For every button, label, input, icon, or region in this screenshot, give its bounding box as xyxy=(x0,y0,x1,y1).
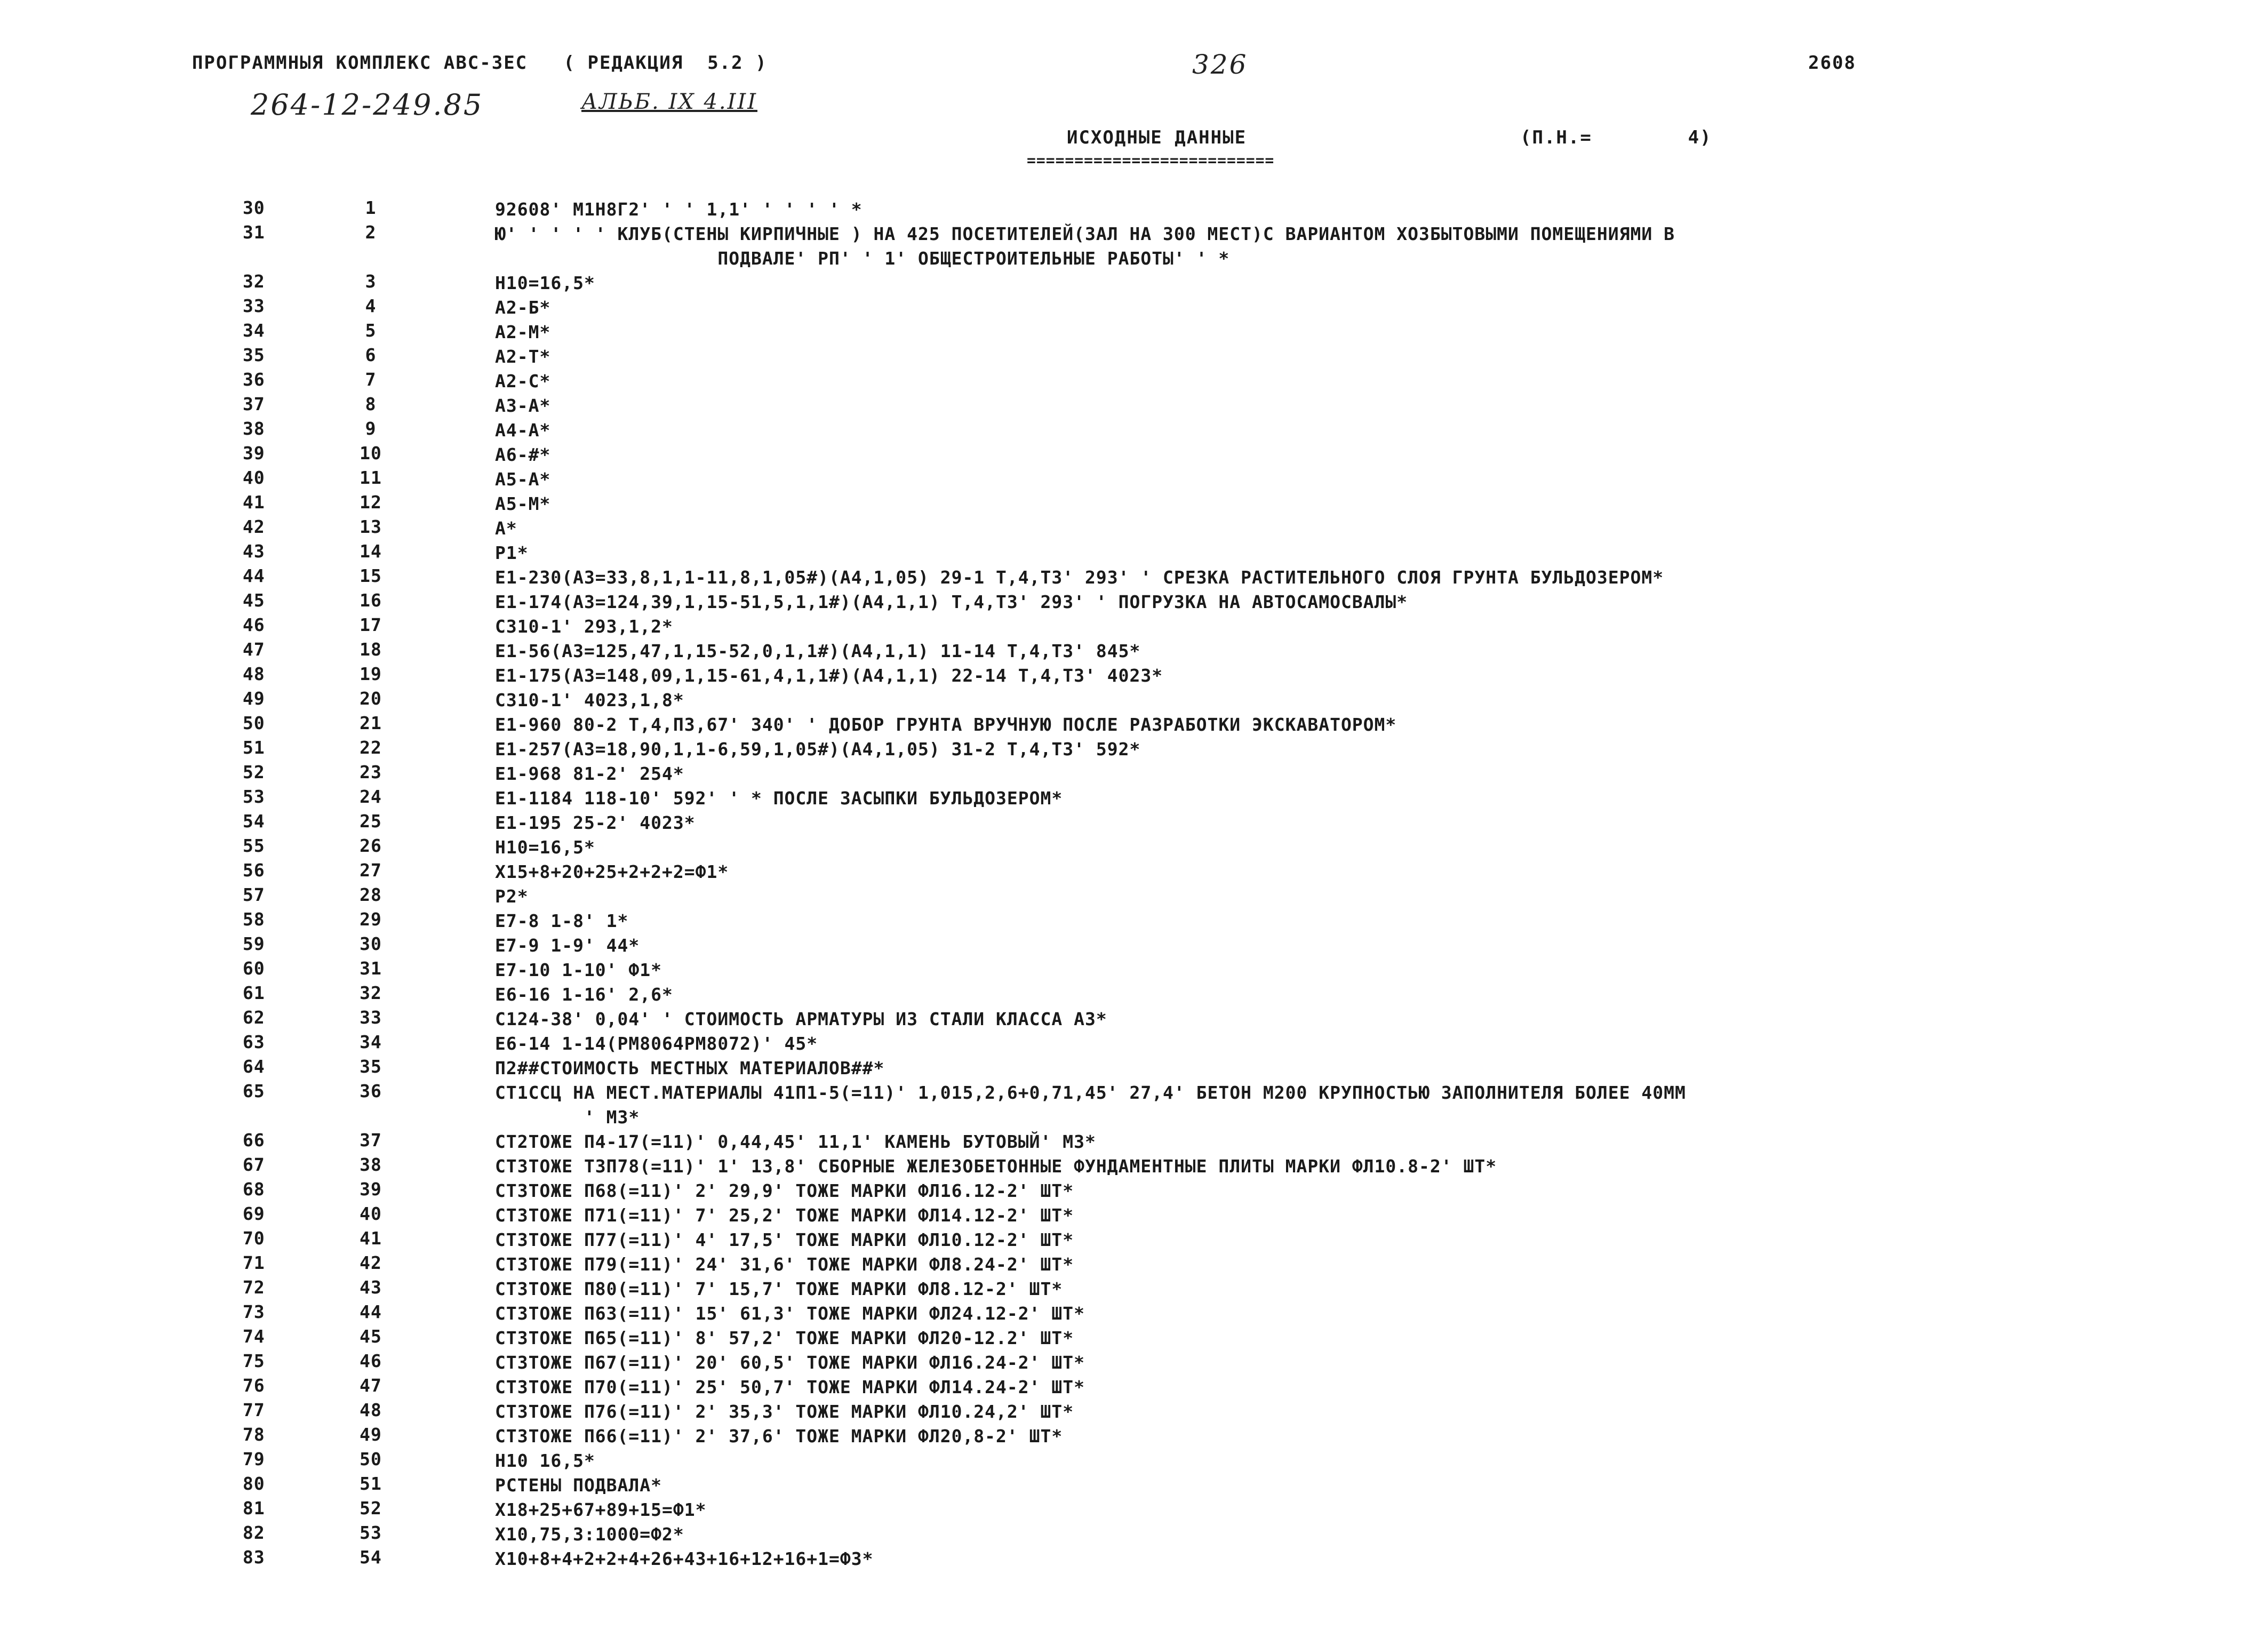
record-number: 23 xyxy=(360,762,382,782)
record-number: 1 xyxy=(365,197,377,218)
line-number: 43 xyxy=(243,541,265,562)
record-number: 54 xyxy=(360,1547,382,1568)
line-number: 54 xyxy=(243,811,265,832)
record-number: 49 xyxy=(360,1424,382,1445)
line-number: 60 xyxy=(243,958,265,979)
record-number: 45 xyxy=(360,1326,382,1347)
record-text: Е1-968 81-2' 254* xyxy=(495,763,684,784)
record-text: Ю' ' ' ' ' КЛУБ(СТЕНЫ КИРПИЧНЫЕ ) НА 425 ПОСЕТИТЕЛЕЙ(ЗАЛ НА 300 МЕСТ)С ВАРИАНТОМ ХОЗБЫТОВЫМИ ПОМЕЩЕНИЯМИ В ПОДВАЛЕ' РП' ' 1' ОБЩЕСТРОИТЕЛЬНЫЕ РАБОТЫ' ' * xyxy=(495,223,1675,269)
line-number: 40 xyxy=(243,467,265,488)
line-number: 38 xyxy=(243,418,265,439)
line-number: 80 xyxy=(243,1473,265,1494)
record-number: 4 xyxy=(365,295,377,316)
record-text: СТ3ТОЖЕ Т3П78(=11)' 1' 13,8' СБОРНЫЕ ЖЕЛЕЗОБЕТОННЫЕ ФУНДАМЕНТНЫЕ ПЛИТЫ МАРКИ ФЛ10.8-2' ШТ* xyxy=(495,1156,1497,1177)
line-number: 36 xyxy=(243,369,265,390)
record-text: Х15+8+20+25+2+2+2=Ф1* xyxy=(495,861,729,882)
handwritten-reference: 264-12-249.85 xyxy=(251,88,484,122)
record-text: Е7-8 1-8' 1* xyxy=(495,910,629,931)
listing-row xyxy=(0,1130,2268,1154)
record-number: 22 xyxy=(360,737,382,758)
line-number: 31 xyxy=(243,222,265,243)
line-number: 32 xyxy=(243,271,265,292)
record-text: СТ3ТОЖЕ П66(=11)' 2' 37,6' ТОЖЕ МАРКИ ФЛ20,8-2' ШТ* xyxy=(495,1426,1063,1447)
section-title: ИСХОДНЫЕ ДАННЫЕ xyxy=(1067,127,1247,148)
record-number: 30 xyxy=(360,933,382,954)
record-number: 38 xyxy=(360,1154,382,1175)
record-number: 48 xyxy=(360,1400,382,1420)
record-text: А4-А* xyxy=(495,420,551,441)
record-text: Е1-960 80-2 Т,4,П3,67' 340' ' ДОБОР ГРУНТА ВРУЧНУЮ ПОСЛЕ РАЗРАБОТКИ ЭКСКАВАТОРОМ* xyxy=(495,714,1397,735)
listing-row xyxy=(0,713,2268,737)
record-number: 20 xyxy=(360,688,382,709)
record-number: 53 xyxy=(360,1522,382,1543)
line-number: 37 xyxy=(243,394,265,414)
listing-row xyxy=(0,492,2268,516)
line-number: 72 xyxy=(243,1277,265,1298)
listing-row xyxy=(0,1449,2268,1473)
record-number: 42 xyxy=(360,1252,382,1273)
record-number: 21 xyxy=(360,713,382,733)
listing-row xyxy=(0,1351,2268,1375)
listing-row xyxy=(0,320,2268,345)
listing-row xyxy=(0,369,2268,394)
listing-row xyxy=(0,197,2268,222)
record-text: А3-А* xyxy=(495,395,551,416)
line-number: 42 xyxy=(243,516,265,537)
record-text: Е1-175(А3=148,09,1,15-61,4,1,1#)(А4,1,1) 22-14 Т,4,Т3' 4023* xyxy=(495,665,1163,686)
line-number: 64 xyxy=(243,1056,265,1077)
listing-row xyxy=(0,1154,2268,1179)
record-text: Н10 16,5* xyxy=(495,1450,595,1471)
record-number: 33 xyxy=(360,1007,382,1028)
line-number: 68 xyxy=(243,1179,265,1200)
record-number: 40 xyxy=(360,1203,382,1224)
listing-row xyxy=(0,884,2268,909)
line-number: 57 xyxy=(243,884,265,905)
record-number: 50 xyxy=(360,1449,382,1469)
line-number: 39 xyxy=(243,443,265,464)
listing-row xyxy=(0,1179,2268,1203)
listing-row xyxy=(0,590,2268,614)
handwritten-album: АЛЬБ. IX 4.III xyxy=(581,90,758,114)
listing-row xyxy=(0,1522,2268,1547)
record-text: Х10+8+4+2+2+4+26+43+16+12+16+1=Ф3* xyxy=(495,1548,874,1569)
line-number: 51 xyxy=(243,737,265,758)
listing-row xyxy=(0,1032,2268,1056)
page-number: 326 xyxy=(1192,49,1248,80)
listing-row xyxy=(0,1277,2268,1301)
record-number: 24 xyxy=(360,786,382,807)
listing-row xyxy=(0,811,2268,835)
record-text: А2-Б* xyxy=(495,297,551,318)
line-number: 79 xyxy=(243,1449,265,1469)
listing-row xyxy=(0,1007,2268,1032)
listing-rows xyxy=(0,197,2268,1571)
record-text: 92608' М1Н8Г2' ' ' 1,1' ' ' ' ' * xyxy=(495,199,863,220)
listing-row xyxy=(0,443,2268,467)
record-number: 9 xyxy=(365,418,377,439)
listing-row xyxy=(0,786,2268,811)
record-text: СТ3ТОЖЕ П80(=11)' 7' 15,7' ТОЖЕ МАРКИ ФЛ8.12-2' ШТ* xyxy=(495,1279,1063,1299)
listing-row xyxy=(0,541,2268,565)
line-number: 49 xyxy=(243,688,265,709)
line-number: 48 xyxy=(243,664,265,684)
listing-row xyxy=(0,1056,2268,1081)
line-number: 52 xyxy=(243,762,265,782)
listing-row xyxy=(0,222,2268,271)
line-number: 45 xyxy=(243,590,265,611)
record-number: 19 xyxy=(360,664,382,684)
line-number: 67 xyxy=(243,1154,265,1175)
line-number: 70 xyxy=(243,1228,265,1249)
record-number: 29 xyxy=(360,909,382,930)
line-number: 41 xyxy=(243,492,265,513)
listing-row xyxy=(0,860,2268,884)
line-number: 77 xyxy=(243,1400,265,1420)
line-number: 66 xyxy=(243,1130,265,1150)
listing-row xyxy=(0,762,2268,786)
listing-row xyxy=(0,1081,2268,1130)
listing-row xyxy=(0,958,2268,982)
document-code: 2608 xyxy=(1808,52,1856,74)
record-number: 44 xyxy=(360,1301,382,1322)
line-number: 71 xyxy=(243,1252,265,1273)
line-number: 44 xyxy=(243,565,265,586)
line-number: 55 xyxy=(243,835,265,856)
listing-row xyxy=(0,418,2268,443)
record-number: 27 xyxy=(360,860,382,881)
record-text: РСТЕНЫ ПОДВАЛА* xyxy=(495,1475,662,1496)
record-text: Х18+25+67+89+15=Ф1* xyxy=(495,1499,707,1520)
record-number: 34 xyxy=(360,1032,382,1052)
record-text: А* xyxy=(495,518,517,539)
line-number: 61 xyxy=(243,982,265,1003)
line-number: 82 xyxy=(243,1522,265,1543)
record-number: 35 xyxy=(360,1056,382,1077)
line-number: 65 xyxy=(243,1081,265,1101)
record-text: С310-1' 4023,1,8* xyxy=(495,690,684,710)
record-number: 11 xyxy=(360,467,382,488)
line-number: 33 xyxy=(243,295,265,316)
record-text: Р2* xyxy=(495,886,529,907)
record-text: Е1-174(А3=124,39,1,15-51,5,1,1#)(А4,1,1) Т,4,Т3' 293' ' ПОГРУЗКА НА АВТОСАМОСВАЛЫ* xyxy=(495,592,1408,612)
record-text: А2-Т* xyxy=(495,346,551,367)
pn-indicator: (П.Н.= 4) xyxy=(1520,127,1712,148)
record-text: СТ3ТОЖЕ П79(=11)' 24' 31,6' ТОЖЕ МАРКИ ФЛ8.24-2' ШТ* xyxy=(495,1254,1074,1275)
record-number: 47 xyxy=(360,1375,382,1396)
listing-row xyxy=(0,1228,2268,1252)
line-number: 78 xyxy=(243,1424,265,1445)
record-number: 28 xyxy=(360,884,382,905)
record-number: 12 xyxy=(360,492,382,513)
record-text: Е6-14 1-14(РМ8064РМ8072)' 45* xyxy=(495,1033,818,1054)
record-text: Е1-56(А3=125,47,1,15-52,0,1,1#)(А4,1,1) 11-14 Т,4,Т3' 845* xyxy=(495,641,1141,661)
record-number: 16 xyxy=(360,590,382,611)
line-number: 74 xyxy=(243,1326,265,1347)
record-text: Е7-10 1-10' Ф1* xyxy=(495,960,662,980)
record-number: 15 xyxy=(360,565,382,586)
line-number: 73 xyxy=(243,1301,265,1322)
record-text: П2##СТОИМОСТЬ МЕСТНЫХ МАТЕРИАЛОВ##* xyxy=(495,1058,885,1078)
listing-row xyxy=(0,614,2268,639)
listing-row xyxy=(0,295,2268,320)
record-number: 18 xyxy=(360,639,382,660)
record-number: 52 xyxy=(360,1498,382,1519)
record-text: СТ2ТОЖЕ П4-17(=11)' 0,44,45' 11,1' КАМЕНЬ БУТОВЫЙ' М3* xyxy=(495,1131,1096,1152)
listing-row xyxy=(0,1424,2268,1449)
record-text: Н10=16,5* xyxy=(495,273,595,293)
record-text: СТ3ТОЖЕ П71(=11)' 7' 25,2' ТОЖЕ МАРКИ ФЛ14.12-2' ШТ* xyxy=(495,1205,1074,1226)
listing-row xyxy=(0,664,2268,688)
listing-row xyxy=(0,394,2268,418)
title-underline: ========================== xyxy=(1027,151,1275,169)
line-number: 75 xyxy=(243,1351,265,1371)
record-number: 41 xyxy=(360,1228,382,1249)
program-header: ПРОГРАММНЫЯ КОМПЛЕКС АВС-ЗЕС ( РЕДАКЦИЯ 5.2 ) xyxy=(192,52,768,74)
listing-row xyxy=(0,345,2268,369)
line-number: 83 xyxy=(243,1547,265,1568)
listing-row xyxy=(0,933,2268,958)
line-number: 56 xyxy=(243,860,265,881)
listing-row xyxy=(0,1547,2268,1571)
record-number: 2 xyxy=(365,222,377,243)
listing-row xyxy=(0,516,2268,541)
record-text: СТ3ТОЖЕ П77(=11)' 4' 17,5' ТОЖЕ МАРКИ ФЛ10.12-2' ШТ* xyxy=(495,1229,1074,1250)
line-number: 47 xyxy=(243,639,265,660)
listing-row xyxy=(0,1326,2268,1351)
line-number: 76 xyxy=(243,1375,265,1396)
record-text: СТ3ТОЖЕ П68(=11)' 2' 29,9' ТОЖЕ МАРКИ ФЛ16.12-2' ШТ* xyxy=(495,1180,1074,1201)
record-text: Е1-257(А3=18,90,1,1-6,59,1,05#)(А4,1,05) 31-2 Т,4,Т3' 592* xyxy=(495,739,1141,760)
record-number: 25 xyxy=(360,811,382,832)
record-number: 3 xyxy=(365,271,377,292)
record-text: А5-А* xyxy=(495,469,551,490)
record-text: СТ1ССЦ НА МЕСТ.МАТЕРИАЛЫ 41П1-5(=11)' 1,015,2,6+0,71,45' 27,4' БЕТОН М200 КРУПНОСТЬЮ ЗАПОЛНИТЕЛЯ БОЛЕЕ 40ММ ' М3* xyxy=(495,1082,1686,1128)
line-number: 34 xyxy=(243,320,265,341)
record-text: А2-М* xyxy=(495,322,551,342)
listing-row xyxy=(0,688,2268,713)
record-text: СТ3ТОЖЕ П65(=11)' 8' 57,2' ТОЖЕ МАРКИ ФЛ20-12.2' ШТ* xyxy=(495,1328,1074,1348)
record-number: 32 xyxy=(360,982,382,1003)
listing-row xyxy=(0,1203,2268,1228)
listing-row xyxy=(0,982,2268,1007)
line-number: 35 xyxy=(243,345,265,365)
line-number: 63 xyxy=(243,1032,265,1052)
line-number: 53 xyxy=(243,786,265,807)
record-text: А5-М* xyxy=(495,493,551,514)
record-number: 31 xyxy=(360,958,382,979)
record-number: 37 xyxy=(360,1130,382,1150)
record-number: 8 xyxy=(365,394,377,414)
record-text: С124-38' 0,04' ' СТОИМОСТЬ АРМАТУРЫ ИЗ СТАЛИ КЛАССА А3* xyxy=(495,1009,1107,1029)
record-number: 51 xyxy=(360,1473,382,1494)
record-number: 7 xyxy=(365,369,377,390)
line-number: 81 xyxy=(243,1498,265,1519)
record-text: Р1* xyxy=(495,542,529,563)
line-number: 46 xyxy=(243,614,265,635)
record-number: 46 xyxy=(360,1351,382,1371)
record-text: А6-#* xyxy=(495,444,551,465)
listing-row xyxy=(0,565,2268,590)
line-number: 62 xyxy=(243,1007,265,1028)
record-number: 14 xyxy=(360,541,382,562)
record-text: Е6-16 1-16' 2,6* xyxy=(495,984,673,1005)
record-number: 43 xyxy=(360,1277,382,1298)
record-text: Н10=16,5* xyxy=(495,837,595,858)
record-text: СТ3ТОЖЕ П63(=11)' 15' 61,3' ТОЖЕ МАРКИ ФЛ24.12-2' ШТ* xyxy=(495,1303,1085,1324)
record-number: 36 xyxy=(360,1081,382,1101)
listing-row xyxy=(0,271,2268,295)
listing-row xyxy=(0,909,2268,933)
record-text: Е7-9 1-9' 44* xyxy=(495,935,640,956)
listing-row xyxy=(0,835,2268,860)
record-number: 6 xyxy=(365,345,377,365)
record-text: СТ3ТОЖЕ П70(=11)' 25' 50,7' ТОЖЕ МАРКИ ФЛ14.24-2' ШТ* xyxy=(495,1377,1085,1397)
record-number: 26 xyxy=(360,835,382,856)
listing-row xyxy=(0,1252,2268,1277)
line-number: 58 xyxy=(243,909,265,930)
record-text: Х10,75,3:1000=Ф2* xyxy=(495,1524,684,1545)
listing-row xyxy=(0,1375,2268,1400)
record-number: 39 xyxy=(360,1179,382,1200)
listing-row xyxy=(0,639,2268,664)
record-number: 13 xyxy=(360,516,382,537)
line-number: 50 xyxy=(243,713,265,733)
record-number: 10 xyxy=(360,443,382,464)
listing-row xyxy=(0,1473,2268,1498)
record-number: 5 xyxy=(365,320,377,341)
record-number: 17 xyxy=(360,614,382,635)
record-text: Е1-230(А3=33,8,1,1-11,8,1,05#)(А4,1,05) 29-1 Т,4,Т3' 293' ' СРЕЗКА РАСТИТЕЛЬНОГО СЛОЯ ГРУНТА БУЛЬДОЗЕРОМ* xyxy=(495,567,1664,588)
listing-row xyxy=(0,1498,2268,1522)
record-text: СТ3ТОЖЕ П67(=11)' 20' 60,5' ТОЖЕ МАРКИ ФЛ16.24-2' ШТ* xyxy=(495,1352,1085,1373)
line-number: 30 xyxy=(243,197,265,218)
listing-row xyxy=(0,737,2268,762)
record-text: С310-1' 293,1,2* xyxy=(495,616,673,637)
line-number: 69 xyxy=(243,1203,265,1224)
record-text: Е1-1184 118-10' 592' ' * ПОСЛЕ ЗАСЫПКИ БУЛЬДОЗЕРОМ* xyxy=(495,788,1063,809)
record-text: А2-С* xyxy=(495,371,551,391)
listing-row xyxy=(0,467,2268,492)
record-text: СТ3ТОЖЕ П76(=11)' 2' 35,3' ТОЖЕ МАРКИ ФЛ10.24,2' ШТ* xyxy=(495,1401,1074,1422)
line-number: 59 xyxy=(243,933,265,954)
listing-row xyxy=(0,1301,2268,1326)
listing-row xyxy=(0,1400,2268,1424)
record-text: Е1-195 25-2' 4023* xyxy=(495,812,696,833)
